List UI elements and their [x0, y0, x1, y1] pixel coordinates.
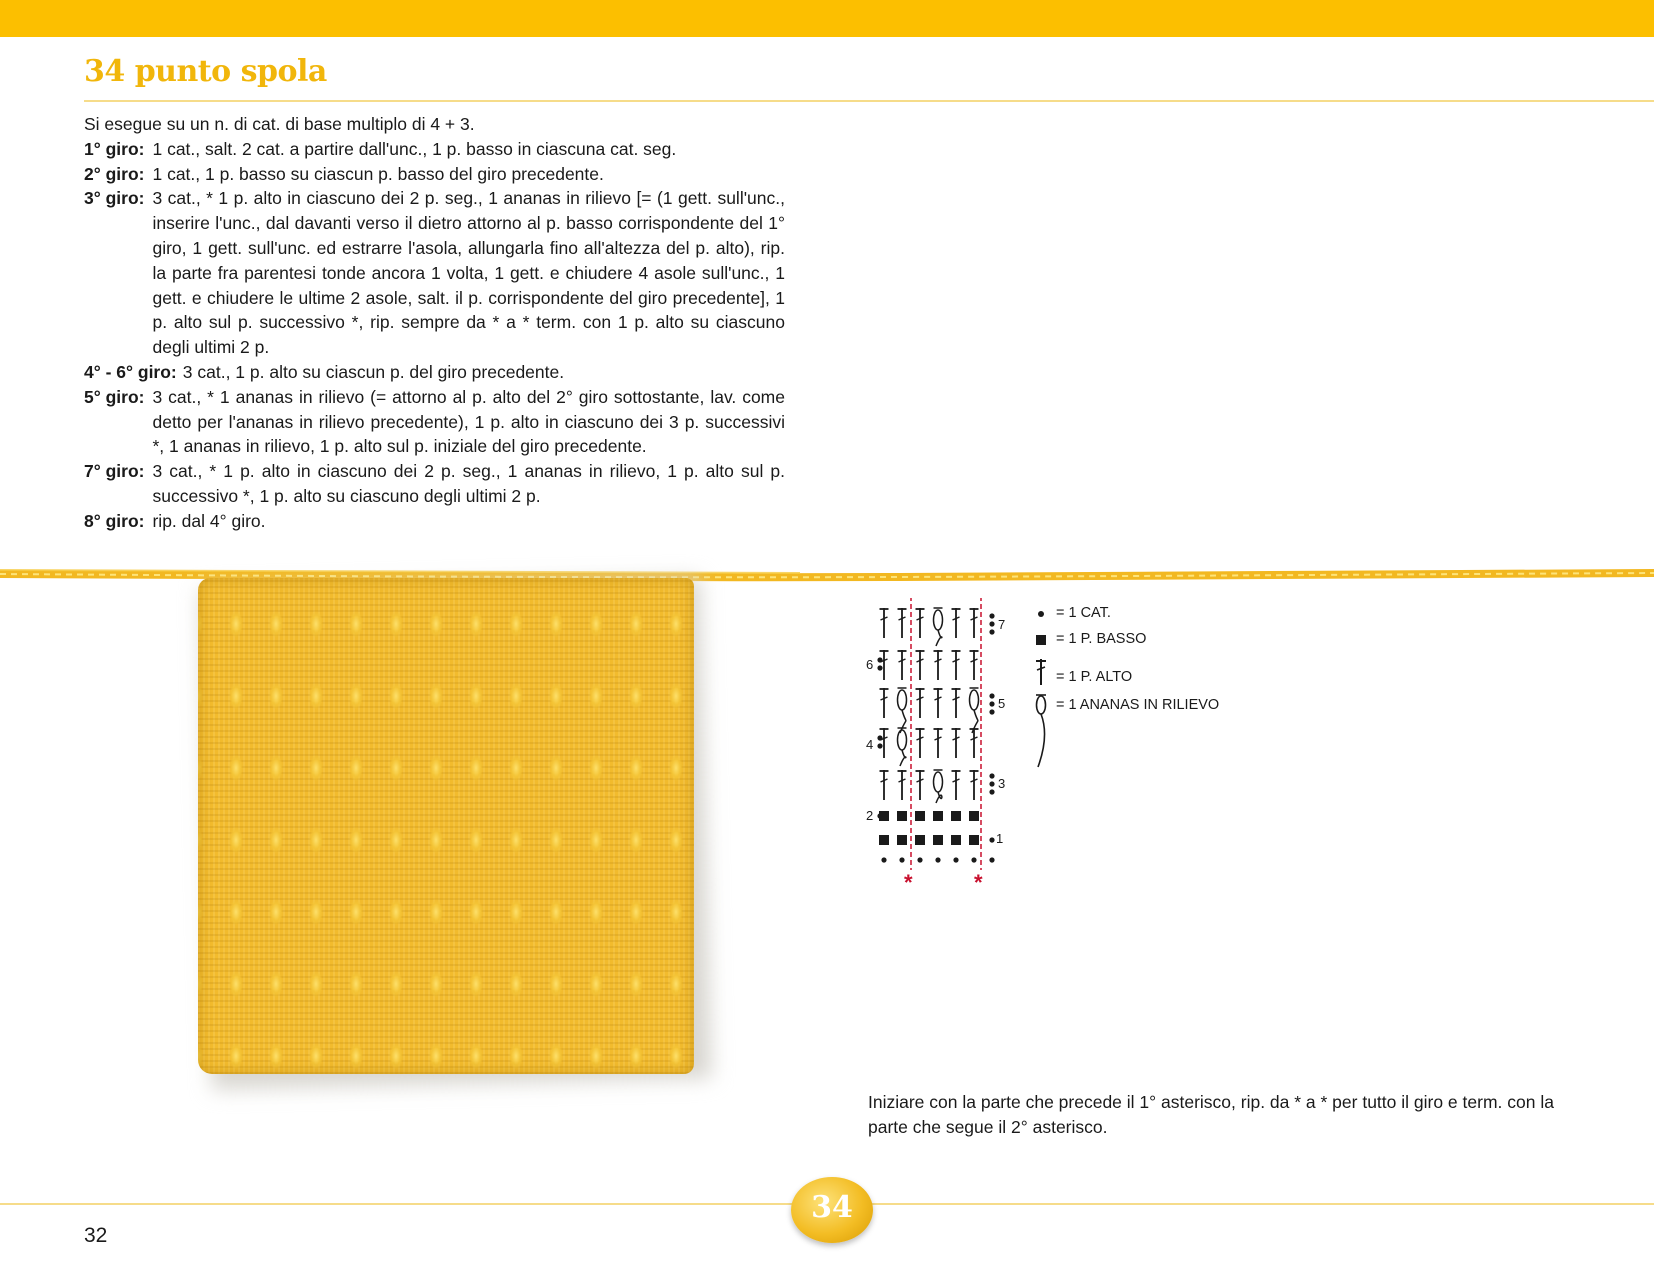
step-row-8 [84, 509, 785, 534]
page-title: 34 punto spola [84, 54, 327, 89]
chain-dot [877, 813, 882, 818]
instructions-intro: Si esegue su un n. di cat. di base multiplo di 4 + 3. [84, 114, 475, 134]
row-number-1: 1 [996, 831, 1004, 846]
single-crochet-square [897, 835, 907, 845]
legend-label: = 1 ANANAS IN RILIEVO [1056, 697, 1220, 713]
step-text: rip. dal 4° giro. [152, 510, 266, 531]
puff-stitch [898, 730, 907, 750]
step-row-3 [84, 186, 785, 360]
chain-dot [877, 743, 882, 748]
step-label: 4° - 6° giro: [84, 361, 177, 382]
step-row-1 [84, 137, 785, 162]
puff-stitch [970, 690, 979, 710]
puff-tail [900, 750, 906, 766]
puff-stitch-icon [1030, 693, 1052, 778]
chain-dot-icon [1030, 603, 1052, 628]
row-number-3: 3 [998, 776, 1006, 791]
chain-dot [989, 701, 994, 706]
swatch-photo [198, 578, 694, 1074]
row-number-2: 2 [866, 808, 874, 823]
step-text: 3 cat., 1 p. alto su ciascun p. del giro precedente. [182, 361, 565, 382]
step-row-4-6 [84, 360, 785, 385]
single-crochet-square [915, 835, 925, 845]
chain-dot [989, 709, 994, 714]
chain-dot [989, 837, 994, 842]
chain-dot [935, 857, 940, 862]
legend-label: = 1 P. BASSO [1056, 631, 1147, 647]
step-text: 1 cat., salt. 2 cat. a partire dall'unc., 1 p. basso in ciascuna cat. seg. [152, 138, 677, 159]
row-number-6: 6 [866, 657, 874, 672]
title-divider [84, 100, 1654, 102]
chain-dot [989, 621, 994, 626]
puff-tail [936, 792, 942, 803]
step-text: 3 cat., * 1 p. alto in ciascuno dei 2 p. seg., 1 ananas in rilievo [= (1 gett. sull'unc., inserire l'unc., dal davanti verso il dietro attorno al p. basso corrispondente del 1° giro, 1 gett. sull'unc. ed estrarre l'asola, allungarla fino all'altezza del p. alto), rip. la parte fra parentesi tonde ancora 1 volta, 1 gett. e chiudere 4 asole sull'unc., 1 gett. e chiudere le ultime 2 asole, salt. il p. corrispondente del giro precedente], 1 p. alto sul p. successivo *, rip. sempre da * a * term. con 1 p. alto su ciascuno degli ultimi 2 p. [152, 188, 785, 358]
legend-label: = 1 P. ALTO [1056, 669, 1133, 685]
row-number-5: 5 [998, 696, 1006, 711]
instructions [84, 112, 785, 534]
chain-dot [989, 613, 994, 618]
legend-label: = 1 CAT. [1056, 605, 1111, 621]
puff-stitch [934, 610, 943, 630]
step-row-5 [84, 385, 785, 459]
asterisk-left: * [904, 870, 913, 895]
single-crochet-square [933, 811, 943, 821]
single-crochet-square [951, 811, 961, 821]
chain-dot [877, 657, 882, 662]
step-row-7 [84, 459, 785, 509]
treble-icon [1030, 657, 1052, 692]
chain-dot [917, 857, 922, 862]
square-icon [1030, 629, 1052, 654]
puff-tail [936, 630, 942, 646]
step-text: 1 cat., 1 p. basso su ciascun p. basso del giro precedente. [152, 163, 604, 184]
chain-dot [881, 857, 886, 862]
step-row-2 [84, 162, 785, 187]
yarn-ball-badge [791, 1177, 873, 1243]
step-label: 8° giro: [84, 510, 145, 531]
single-crochet-square [915, 811, 925, 821]
repeat-note: Iniziare con la parte che precede il 1° asterisco, rip. da * a * per tutto il giro e term. con la parte che segue il 2° asterisco. [868, 1092, 1554, 1137]
badge-number: 34 [811, 1190, 853, 1225]
row-number-7: 7 [998, 617, 1006, 632]
step-label: 1° giro: [84, 138, 145, 159]
step-label: 3° giro: [84, 188, 145, 209]
single-crochet-square [933, 835, 943, 845]
chain-dot [899, 857, 904, 862]
single-crochet-square [969, 811, 979, 821]
chain-dot [989, 693, 994, 698]
stitch-chart [860, 598, 1030, 898]
step-text: 3 cat., * 1 p. alto in ciascuno dei 2 p. seg., 1 ananas in rilievo, 1 p. alto sul p. successivo *, 1 p. alto su ciascuno degli ultimi 2 p. [152, 461, 785, 506]
chain-dot [989, 789, 994, 794]
step-text: 3 cat., * 1 ananas in rilievo (= attorno al p. alto del 2° giro sottostante, lav. come detto per l'ananas in rilievo precedente), 1 p. alto in ciascuno dei 3 p. successivi *, 1 ananas in rilievo, 1 p. alto sul p. iniziale del giro precedente. [152, 386, 785, 457]
single-crochet-square [897, 811, 907, 821]
chain-dot [989, 781, 994, 786]
puff-stitch [934, 772, 943, 792]
step-label: 2° giro: [84, 163, 145, 184]
single-crochet-square [879, 835, 889, 845]
chain-dot [989, 773, 994, 778]
chain-dot [971, 857, 976, 862]
step-label: 7° giro: [84, 461, 145, 482]
puff-stitch [898, 690, 907, 710]
chain-dot [989, 629, 994, 634]
row-number-4: 4 [866, 737, 874, 752]
step-label: 5° giro: [84, 386, 145, 407]
single-crochet-square [969, 835, 979, 845]
chain-dot [877, 735, 882, 740]
single-crochet-square [951, 835, 961, 845]
top-accent-bar [0, 0, 1654, 37]
chain-dot [877, 665, 882, 670]
page-number: 32 [84, 1224, 108, 1247]
chain-dot [989, 857, 994, 862]
asterisk-right: * [974, 870, 983, 895]
chain-dot [953, 857, 958, 862]
